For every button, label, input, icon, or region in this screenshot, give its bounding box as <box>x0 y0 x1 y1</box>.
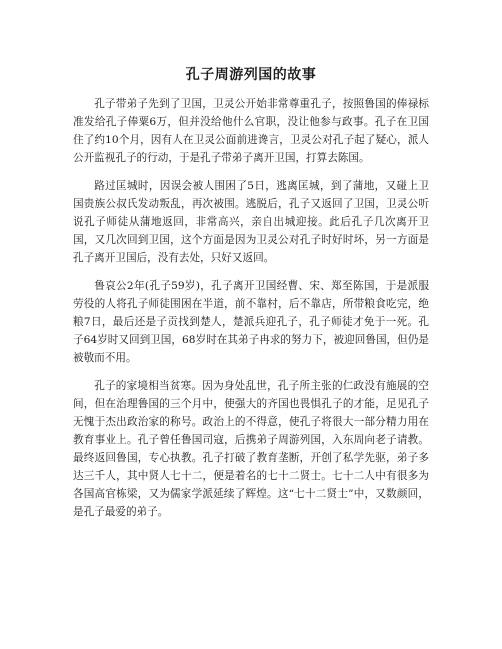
paragraph-3: 鲁哀公2年(孔子59岁)，孔子离开卫国经曹、宋、郑至陈国，于是派服劳役的人将孔子师徒围困在半道，前不靠村，后不靠店，所带粮食吃完，绝粮7日，最后还是子贡找到楚人，楚派兵迎孔子，孔子师徒才免于一死。孔子64岁时又回到卫国，68岁时在其弟子冉求的努力下，被迎回鲁国，但仍是被敬而不用。 <box>73 280 429 364</box>
paragraph-2: 路过匡城时，因误会被人围困了5日，逃离匡城，到了蒲地，又碰上卫国贵族公叔氏发动叛乱，再次被围。逃脱后，孔子又返回了卫国，卫灵公听说孔子师徒从蒲地返回，非常高兴，亲自出城迎接。此后孔子几次离开卫国，又几次回到卫国，这个方面是因为卫灵公对孔子时好时坏，另一方面是孔子离开卫国后，没有去处，只好又返回。 <box>73 180 429 264</box>
document-body <box>73 95 429 531</box>
paragraph-1: 孔子带弟子先到了卫国，卫灵公开始非常尊重孔子，按照鲁国的俸禄标准发给孔子俸粟6万，但并没给他什么官职，没让他参与政事。孔子在卫国住了约10个月，因有人在卫灵公面前进谗言，卫灵公对孔子起了疑心，派人公开监视孔子的行动，于是孔子带弟子离开卫国，打算去陈国。 <box>73 98 429 164</box>
document-title: 孔子周游列国的故事 <box>185 67 317 83</box>
paragraph-4: 孔子的家境相当贫寒。因为身处乱世，孔子所主张的仁政没有施展的空间，但在治理鲁国的三个月中，使强大的齐国也畏惧孔子的才能，足见孔子无愧于杰出政治家的称号。政治上的不得意，使孔子将很大一部分精力用在教育事业上。孔子曾任鲁国司寇，后携弟子周游列国，入东周向老子请教。最终返回鲁国，专心执教。孔子打破了教育垄断，开创了私学先驱，弟子多达三千人，其中贤人七十二，便是着名的七十二贤士。七十二人中有很多为各国高官栋梁，又为儒家学派延续了辉煌。这“七十二贤士”中，又数颜回，是孔子最爱的弟子。 <box>73 380 429 518</box>
